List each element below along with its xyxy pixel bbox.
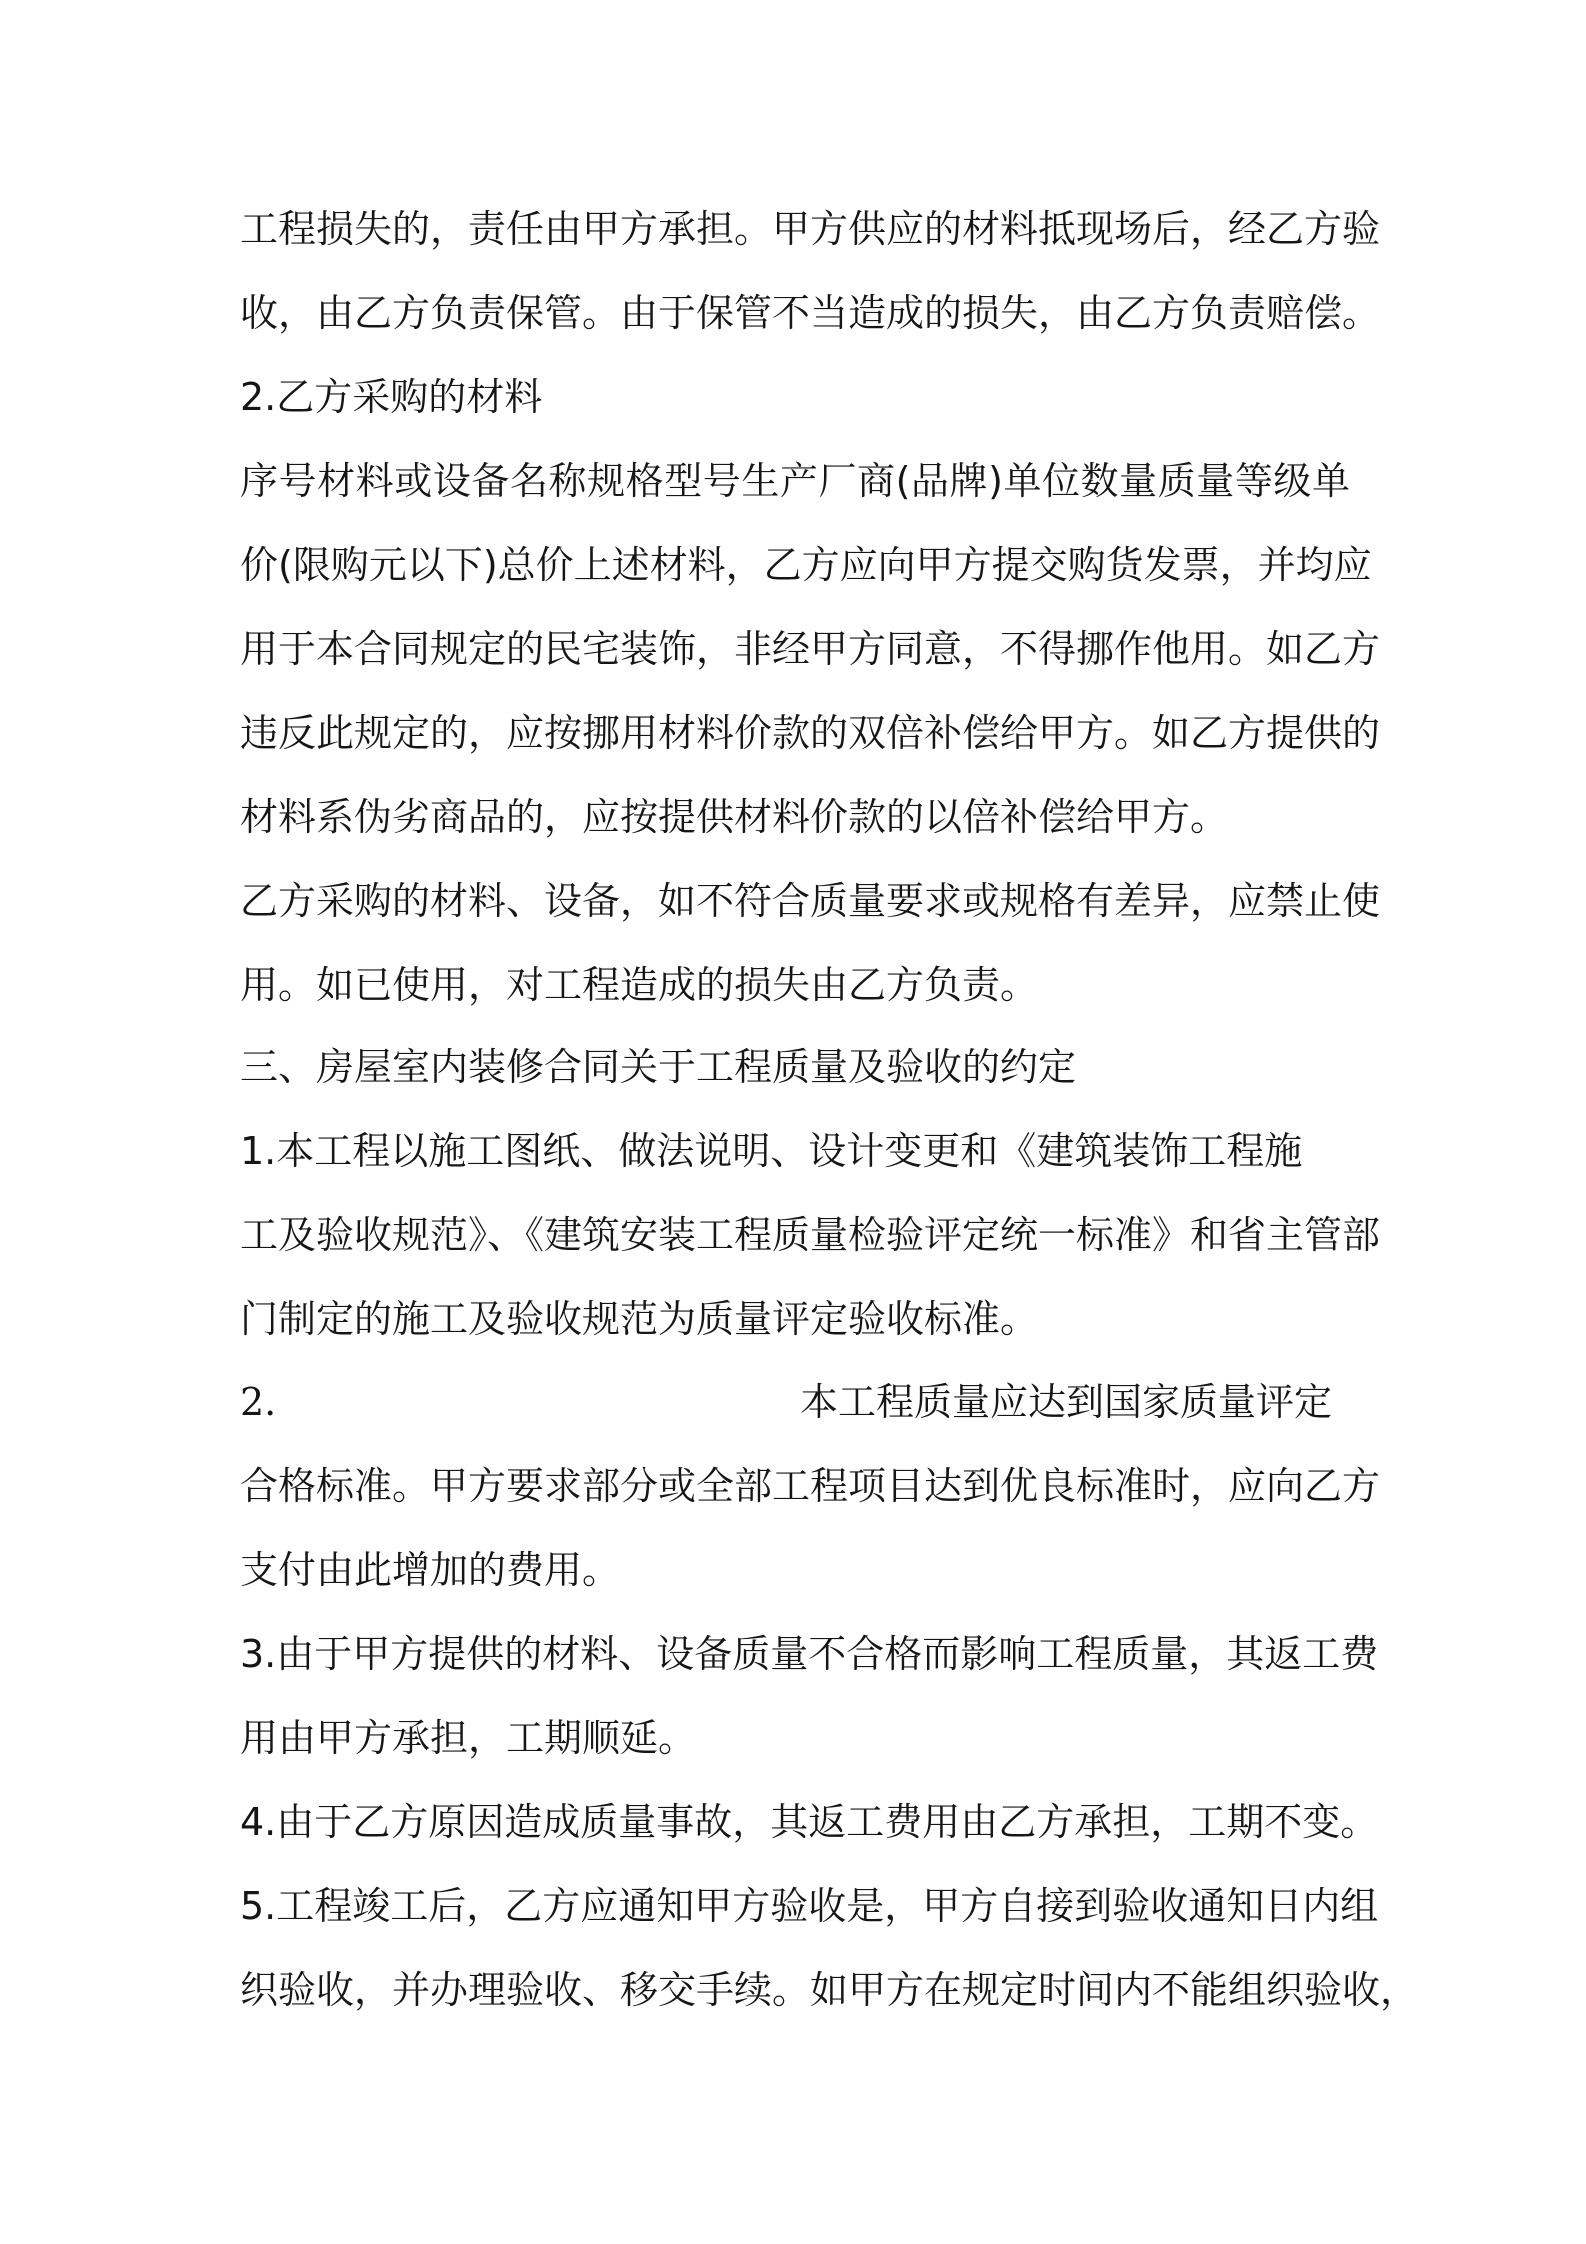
paragraph-line: 织验收，并办理验收、移交手续。如甲方在规定时间内不能组织验收， — [240, 1968, 1419, 2012]
paragraph-line: 4.由于乙方原因造成质量事故，其返工费用由乙方承担，工期不变。 — [240, 1800, 1379, 1844]
paragraph-line: 支付由此增加的费用。 — [240, 1548, 621, 1592]
paragraph-line: 价(限购元以下)总价上述材料，乙方应向甲方提交购货发票，并均应 — [240, 543, 1372, 587]
paragraph-line: 用由甲方承担，工期顺延。 — [240, 1716, 697, 1760]
paragraph-line: 本工程质量应达到国家质量评定 — [800, 1380, 1333, 1424]
paragraph-line: 序号材料或设备名称规格型号生产厂商(品牌)单位数量质量等级单 — [240, 459, 1350, 503]
paragraph-line: 3.由于甲方提供的材料、设备质量不合格而影响工程质量，其返工费 — [240, 1632, 1379, 1676]
paragraph-line: 合格标准。甲方要求部分或全部工程项目达到优良标准时，应向乙方 — [240, 1464, 1381, 1508]
paragraph-line: 乙方采购的材料、设备，如不符合质量要求或规格有差异，应禁止使 — [240, 879, 1381, 923]
paragraph-line: 工程损失的，责任由甲方承担。甲方供应的材料抵现场后，经乙方验 — [240, 207, 1381, 251]
paragraph-line: 用。如已使用，对工程造成的损失由乙方负责。 — [240, 963, 1039, 1007]
paragraph-line: 收，由乙方负责保管。由于保管不当造成的损失，由乙方负责赔偿。 — [240, 291, 1381, 335]
paragraph-line: 工及验收规范》、《建筑安装工程质量检验评定统一标准》和省主管部 — [240, 1213, 1381, 1257]
paragraph-line: 1.本工程以施工图纸、做法说明、设计变更和《建筑装饰工程施 — [240, 1129, 1303, 1173]
paragraph-line: 材料系伪劣商品的，应按提供材料价款的以倍补偿给甲方。 — [240, 795, 1229, 839]
section-heading: 2.乙方采购的材料 — [240, 375, 543, 419]
paragraph-line: 违反此规定的，应按挪用材料价款的双倍补偿给甲方。如乙方提供的 — [240, 711, 1381, 755]
paragraph-line: 用于本合同规定的民宅装饰，非经甲方同意，不得挪作他用。如乙方 — [240, 627, 1381, 671]
paragraph-line: 5.工程竣工后，乙方应通知甲方验收是，甲方自接到验收通知日内组 — [240, 1884, 1379, 1928]
section-heading: 三、房屋室内装修合同关于工程质量及验收的约定 — [240, 1045, 1077, 1089]
item-number: 2. — [240, 1380, 277, 1424]
paragraph-line: 门制定的施工及验收规范为质量评定验收标准。 — [240, 1297, 1039, 1341]
